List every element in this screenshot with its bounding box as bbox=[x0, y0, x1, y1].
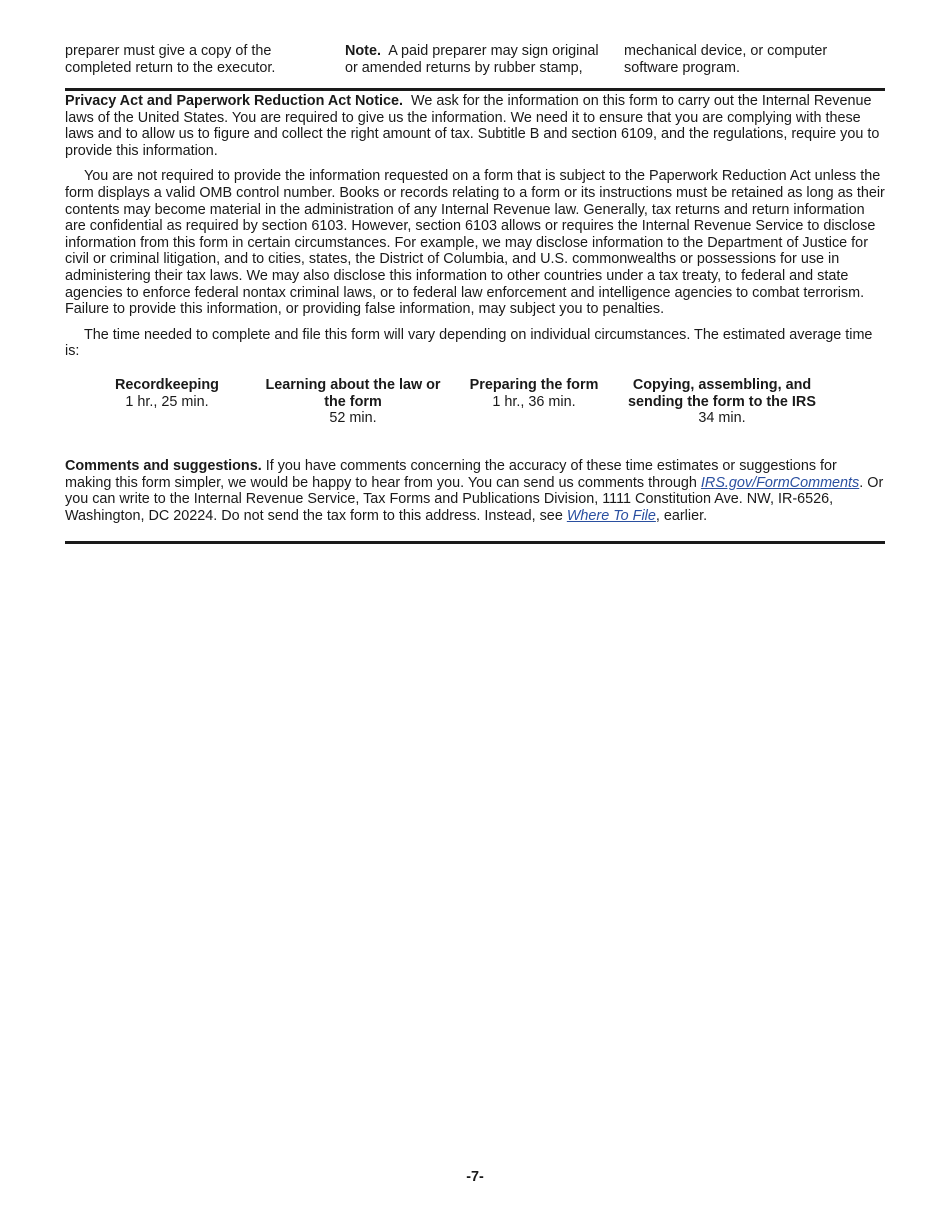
form-comments-link[interactable]: IRS.gov/FormComments bbox=[700, 474, 860, 491]
time-estimate-preparing bbox=[454, 377, 614, 410]
time-value: 1 hr., 25 min. bbox=[125, 393, 209, 410]
comments-text-2: . Or you can write to the Internal Revenue Service, Tax Forms and Publications Division, 1111 Constitution Ave. NW, IR-6526, Washington, DC 20224. Do not send the tax form to this address. Instead, see bbox=[65, 474, 884, 524]
top-column-2-line-1: A paid preparer may sign original bbox=[388, 43, 599, 59]
comments-heading: Comments and suggestions. bbox=[65, 458, 262, 474]
section-divider-bottom bbox=[65, 541, 885, 544]
note-label: Note. bbox=[345, 43, 381, 59]
privacy-paragraph-1-text: We ask for the information on this form to carry out the Internal Revenue laws of the United States. You are required to give us the information. We need it to ensure that you are complying with these laws and to allow us to figure and collect the right amount of tax. Subtitle B and section 6109, and the regulations, require you to provide this information. bbox=[65, 93, 880, 159]
comments-text-3: , earlier. bbox=[655, 507, 708, 524]
top-column-3-line-1: mechanical device, or computer bbox=[624, 43, 828, 59]
privacy-paragraph-2: You are not required to provide the information requested on a form that is subject to the Paperwork Reduction Act unless the form displays a valid OMB control number. Books or records relating to a form or its instructions must be retained as long as their contents may become material in the administration of any Internal Revenue law. Generally, tax returns and return information are confidential as required by section 6103. However, section 6103 allows or requires the Internal Revenue Service to disclose information from this form in certain circumstances. For example, we may disclose information to the Department of Justice for civil or criminal litigation, and to cities, states, the District of Columbia, and U.S. commonwealths or possessions for use in administering their tax laws. We may also disclose this information to other countries under a tax treaty, to federal and state agencies to enforce federal nontax criminal laws, or to federal law enforcement and intelligence agencies to combat terrorism. Failure to provide this information, or providing false information, may subject you to penalties. bbox=[65, 168, 885, 318]
comments-paragraph bbox=[65, 458, 887, 524]
privacy-heading: Privacy Act and Paperwork Reduction Act Notice. bbox=[65, 93, 404, 109]
top-column-3 bbox=[624, 43, 886, 76]
time-header: Learning about the law or bbox=[265, 377, 441, 393]
page-number: -7- bbox=[466, 1169, 484, 1185]
top-column-1-line-1: preparer must give a copy of the bbox=[65, 43, 272, 59]
top-column-3-line-2: software program. bbox=[624, 59, 740, 76]
time-estimate-copying bbox=[622, 377, 822, 427]
time-header: Copying, assembling, and bbox=[632, 377, 812, 393]
time-value: 1 hr., 36 min. bbox=[492, 393, 576, 410]
time-estimates-table bbox=[65, 377, 885, 437]
time-header: Preparing the form bbox=[469, 377, 599, 393]
time-header-line-2: the form bbox=[324, 393, 382, 410]
time-header: Recordkeeping bbox=[115, 377, 219, 393]
comments-text-1: If you have comments concerning the accuracy of these time estimates or suggestions for making this form simpler, we would be happy to hear from you. You can send us comments through bbox=[65, 458, 837, 491]
time-value: 34 min. bbox=[698, 410, 746, 427]
top-continuation-columns bbox=[65, 43, 885, 79]
privacy-paragraph-3: The time needed to complete and file this form will vary depending on individual circumstances. The estimated average time is: bbox=[65, 326, 873, 360]
time-value: 52 min. bbox=[329, 410, 377, 427]
time-estimate-learning bbox=[257, 377, 449, 427]
time-estimate-recordkeeping bbox=[87, 377, 247, 410]
section-divider-top bbox=[65, 88, 885, 91]
where-to-file-link[interactable]: Where To File bbox=[566, 507, 656, 524]
top-column-1-line-2: completed return to the executor. bbox=[65, 59, 276, 76]
privacy-paragraph-1 bbox=[65, 93, 887, 159]
privacy-act-notice bbox=[65, 93, 887, 360]
comments-and-suggestions bbox=[65, 458, 887, 524]
top-column-2 bbox=[345, 43, 610, 76]
time-header-line-2: sending the form to the IRS bbox=[628, 393, 816, 410]
top-column-2-line-2: or amended returns by rubber stamp, bbox=[345, 59, 583, 76]
top-column-1 bbox=[65, 43, 325, 76]
